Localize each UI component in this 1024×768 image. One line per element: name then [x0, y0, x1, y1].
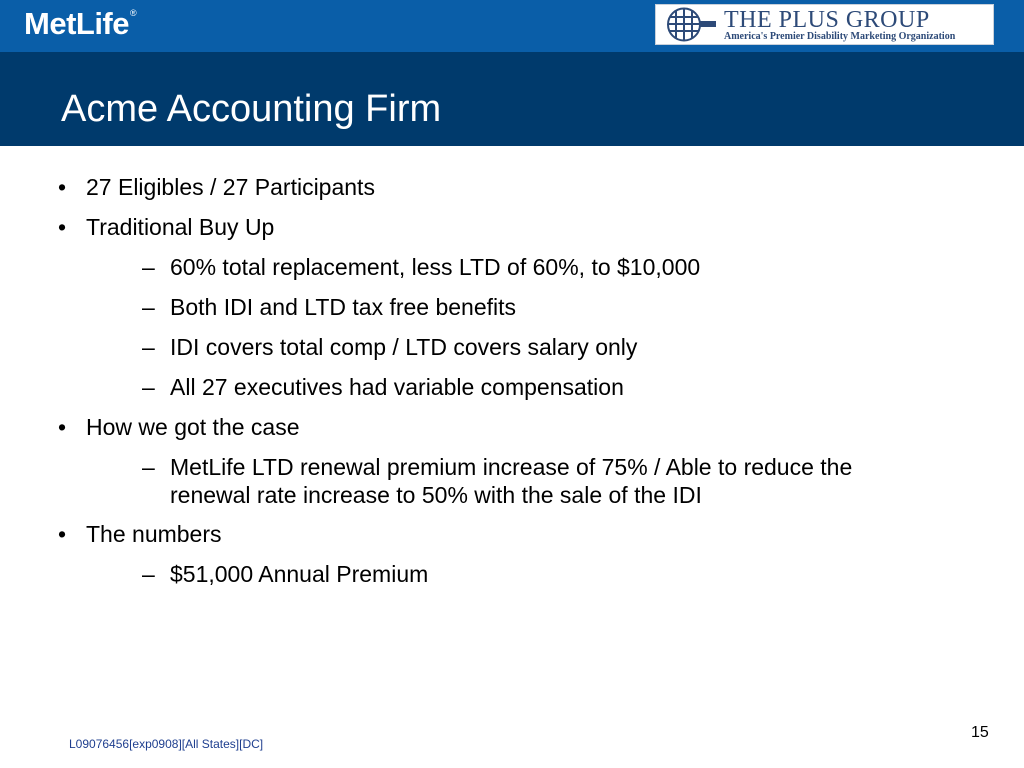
sub-bullet-item: [142, 453, 853, 481]
sub-bullet-mark: –: [142, 254, 155, 280]
plus-group-logo: [655, 4, 994, 45]
footer-document-code: L09076456[exp0908][All States][DC]: [69, 737, 264, 751]
bullet-text: The numbers: [86, 521, 222, 547]
plus-group-tagline: America's Premier Disability Marketing Organization: [724, 31, 956, 42]
plus-group-emblem-icon: [660, 7, 718, 42]
bullet-text: Traditional Buy Up: [86, 214, 275, 240]
sub-bullet-item: [142, 333, 638, 361]
sub-bullet-mark: –: [142, 454, 155, 480]
bullet-item: [58, 413, 300, 441]
page-number: 15: [971, 724, 989, 741]
sub-bullet-item: [142, 293, 517, 321]
sub-bullet-mark: –: [142, 374, 155, 400]
bullet-mark: •: [58, 214, 67, 240]
sub-bullet-item: [142, 253, 701, 281]
sub-bullet-text: IDI covers total comp / LTD covers salary only: [170, 334, 638, 360]
sub-bullet-text: 60% total replacement, less LTD of 60%, to $10,000: [170, 254, 701, 280]
slide-title: Acme Accounting Firm: [61, 88, 442, 130]
sub-bullet-text: Both IDI and LTD tax free benefits: [170, 294, 517, 320]
sub-bullet-item: [142, 373, 624, 401]
bullet-text: How we got the case: [86, 414, 300, 440]
sub-bullet-text: renewal rate increase to 50% with the sale of the IDI: [170, 482, 702, 508]
bullet-item: [58, 520, 222, 548]
sub-bullet-text: MetLife LTD renewal premium increase of 75% / Able to reduce the: [170, 454, 853, 480]
metlife-logo: [24, 6, 136, 42]
plus-group-name: THE PLUS GROUP: [724, 7, 930, 33]
bullet-mark: •: [58, 414, 67, 440]
bullet-mark: •: [58, 521, 67, 547]
bullet-text: 27 Eligibles / 27 Participants: [86, 174, 375, 200]
bullet-item: [58, 173, 375, 201]
sub-bullet-mark: –: [142, 294, 155, 320]
sub-bullet-text: All 27 executives had variable compensation: [170, 374, 624, 400]
bullet-mark: •: [58, 174, 67, 200]
registered-mark: ®: [130, 8, 137, 18]
sub-bullet-text: $51,000 Annual Premium: [170, 561, 429, 587]
sub-bullet-continuation: [170, 481, 702, 509]
sub-bullet-mark: –: [142, 561, 155, 587]
metlife-logo-text: MetLife: [24, 6, 129, 41]
bullet-item: [58, 213, 275, 241]
sub-bullet-item: [142, 560, 429, 588]
sub-bullet-mark: –: [142, 334, 155, 360]
